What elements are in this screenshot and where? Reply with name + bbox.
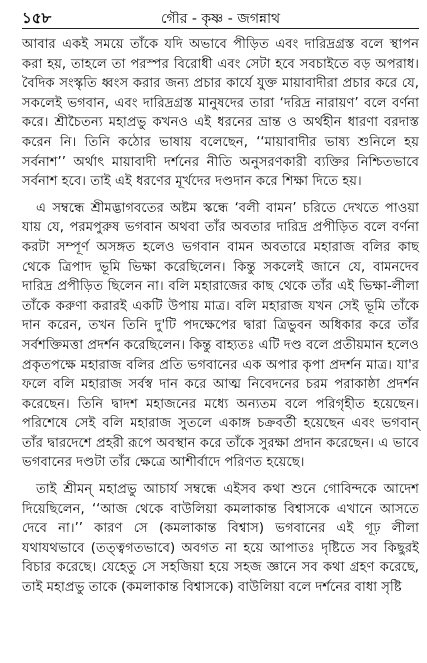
running-title: গৌর - কৃষ্ণ - জগন্নাথ bbox=[160, 11, 281, 27]
body-text bbox=[22, 35, 419, 598]
paragraph-1: আবার একই সময়ে তাঁকে যদি অভাবে পীড়িত এবং দারিদ্রগ্রস্ত বলে স্থাপন করা হয়, তাহলে তা পরস্পর বিরোধী এবং সেটা হবে সবচাইতে বড় অপরাধ। বৈদিক সংস্কৃতি ধ্বংস করার জন্য প্রচার কার্যে যুক্ত মায়াবাদীরা প্রচার করে যে, সকলেই ভগবান, এবং দারিদ্রগ্রস্ত মানুষদের তারা ‘দরিদ্র নারায়ণ’ বলে বর্ণনা করে। শ্রীচৈতন্য মহাপ্রভু কখনও এই ধরনের ভ্রান্ত ও অর্থহীন ধারণা বরদাস্ত করেন নি। তিনি কঠোর ভাষায় বলেছেন, ‘‘মায়াবাদীর ভাষ্য শুনিলে হয় সর্বনাশ’’ অর্থাৎ মায়াবাদী দর্শনের নীতি অনুসরণকারী ব্যক্তির নিশ্চিতভাবে সর্বনাশ হবে। তাই এই ধরণের মূর্খদের দণ্ডদান করে শিক্ষা দিতে হয়। bbox=[22, 37, 419, 190]
paragraph-2: এ সম্বন্ধে শ্রীমদ্ভাগবতের অষ্টম স্কন্ধে ‘বলী বামন’ চরিতে দেখতে পাওয়া যায় যে, পরমপুরুষ ভগবান অথবা তাঁর অবতার দারিদ্র প্রপীড়িত বলে বর্ণনা করটা সম্পূর্ণ অসঙ্গত হলেও ভগবান বামন অবতারে মহারাজ বলির কাছ থেকে ত্রিপাদ ভূমি ভিক্ষা করেছিলেন। কিন্তু সকলেই জানে যে, বামনদেব দারিদ্র প্রপীড়িত ছিলেন না। বলি মহারাজের কাছ থেকে তাঁর এই ভিক্ষা-লীলা তাঁকে করুণা করারই একটি উপায় মাত্র। বলি মহারাজ যখন সেই ভূমি তাঁকে দান করেন, তখন তিনি দু'টি পদক্ষেপের দ্বারা ত্রিভুবন অধিকার করে তাঁর সর্বশক্তিমত্তা প্রদর্শন করেছিলেন। কিন্তু বাহ্যতঃ এটি দণ্ড বলে প্রতীয়মান হলেও প্রকৃতপক্ষে মহারাজ বলির প্রতি ভগবানের এক অপার কৃপা প্রদর্শন মাত্র। যা'র ফলে বলি মহারাজ সর্বস্ব দান করে আত্ম নিবেদনের চরম পরাকাষ্ঠা প্রদর্শন করেছেন। তিনি দ্বাদশ মহাজনের মধ্যে অন্যতম বলে পরিগৃহীত হয়েছেন। পরিশেষে সেই বলি মহারাজ সুতলে একাঙ্গ চক্রবর্তী হয়েছেন এবং ভগবান্ তাঁর দ্বারদেশে প্রহরী রূপে অবস্থান করে তাঁকে সুরক্ষা প্রদান করেছেন। এ ভাবে ভগবানের দণ্ডটা তাঁর ক্ষেত্রে আশীর্বাদে পরিণত হয়েছে। bbox=[22, 200, 419, 471]
page-header bbox=[22, 6, 419, 29]
page-number: ১৫৮ bbox=[22, 9, 52, 27]
paragraph-3: তাই শ্রীমন্ মহাপ্রভু আচার্য সম্বন্ধে এইসব কথা শুনে গোবিন্দকে আদেশ দিয়েছিলেন, ‘‘আজ থেকে বাউলিয়া কমলাকান্ত বিশ্বাসকে এখানে আসতে দেবে না।’’ কারণ সে (কমলাকান্ত বিশ্বাস) ভগবানের এই গূঢ় লীলা যথাযথভাবে (তত্ত্বগতভাবে) অবগত না হয়ে আপাতঃ দৃষ্টিতে সব কিছুরই বিচার করেছে। যেহেতু সে সহজিয়া হয়ে সহজ জ্ঞানে সব কথা গ্রহণ করেছে, তাই মহাপ্রভু তাকে (কমলাকান্ত বিশ্বাসকে) বাউলিয়া বলে দর্শনের বাধা সৃষ্টি bbox=[22, 482, 419, 596]
